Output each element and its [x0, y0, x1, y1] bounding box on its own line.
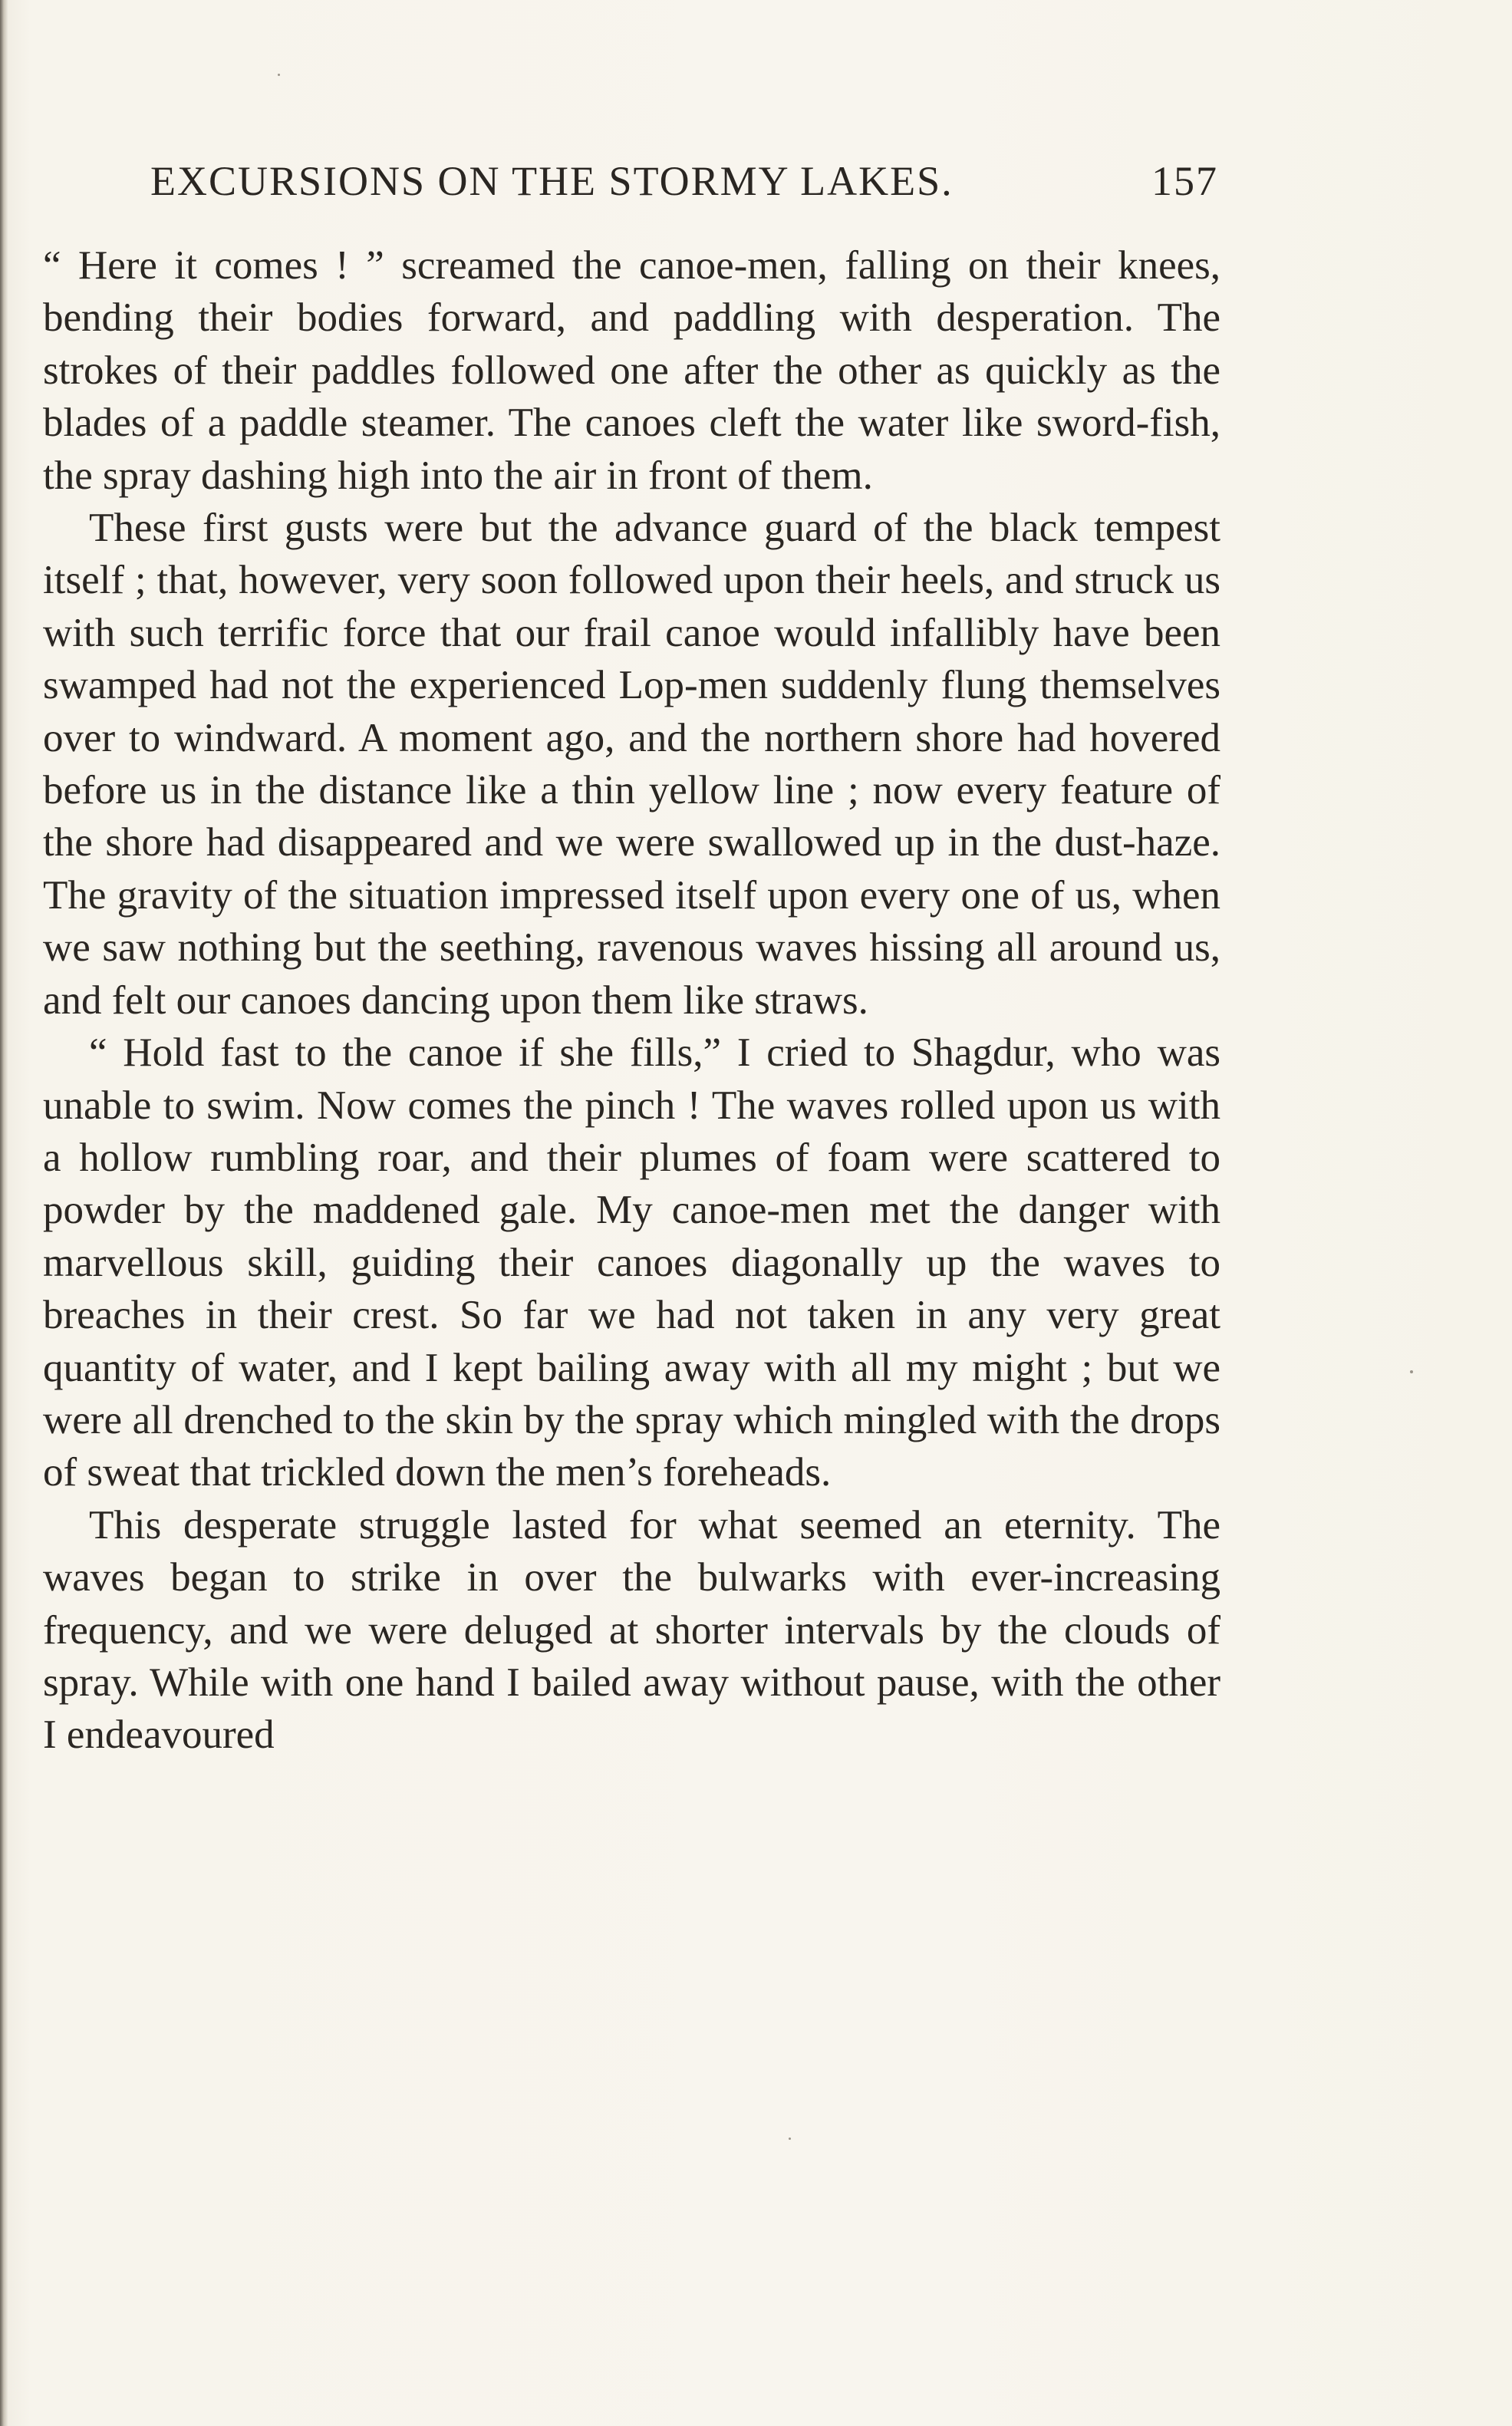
page-spine-edge [0, 0, 8, 2426]
running-title: EXCURSIONS ON THE STORMY LAKES. [150, 158, 954, 204]
paragraph: These first gusts were but the advance guard of the black tempest itself ; that, however, very soon followed upon their heels, and struck us with such terrific force that our frail canoe would infallibly have been swamped had not the experienced Lop-men suddenly flung themselves over to windward. A moment ago, and the northern shore had hovered before us in the distance like a thin yellow line ; now every feature of the shore had disappeared and we were swallowed up in the dust-haze. The gravity of the situation impressed itself upon every one of us, when we saw nothing but the seething, ravenous waves hissing all around us, and felt our canoes dancing upon them like straws. [43, 506, 1220, 1023]
page-number: 157 [1151, 158, 1218, 204]
paper-speck [278, 74, 280, 76]
paragraph: This desperate struggle lasted for what seemed an eternity. The waves began to strike in over the bulwarks with ever-increasing frequency, and we were deluged at shorter intervals by the clouds of spray. While with one hand I bailed away without pause, with the other I endeavoured [43, 1502, 1220, 1758]
paragraph: “ Here it comes ! ” screamed the canoe-men, falling on their knees, bending their bodies forward, and paddling with desperation. The strokes of their paddles followed one after the other as quickly as the blades of a paddle steamer. The canoes cleft the water like sword-fish, the spray dashing high into the air in front of them. [43, 243, 1220, 498]
paragraph: “ Hold fast to the canoe if she fills,” I cried to Shagdur, who was unable to swim. Now comes the pinch ! The waves rolled upon us with a hollow rumbling roar, and their plumes of foam were scattered to powder by the maddened gale. My canoe-men met the danger with marvellous skill, guiding their canoes diagonally up the waves to breaches in their crest. So far we had not taken in any very great quantity of water, and I kept bailing away with all my might ; but we were all drenched to the skin by the spray which mingled with the drops of sweat that trickled down the men’s foreheads. [43, 1030, 1220, 1495]
body-text [43, 239, 1220, 1762]
paper-speck [789, 2138, 791, 2140]
paper-speck [1410, 1370, 1413, 1373]
running-head [150, 150, 1218, 212]
